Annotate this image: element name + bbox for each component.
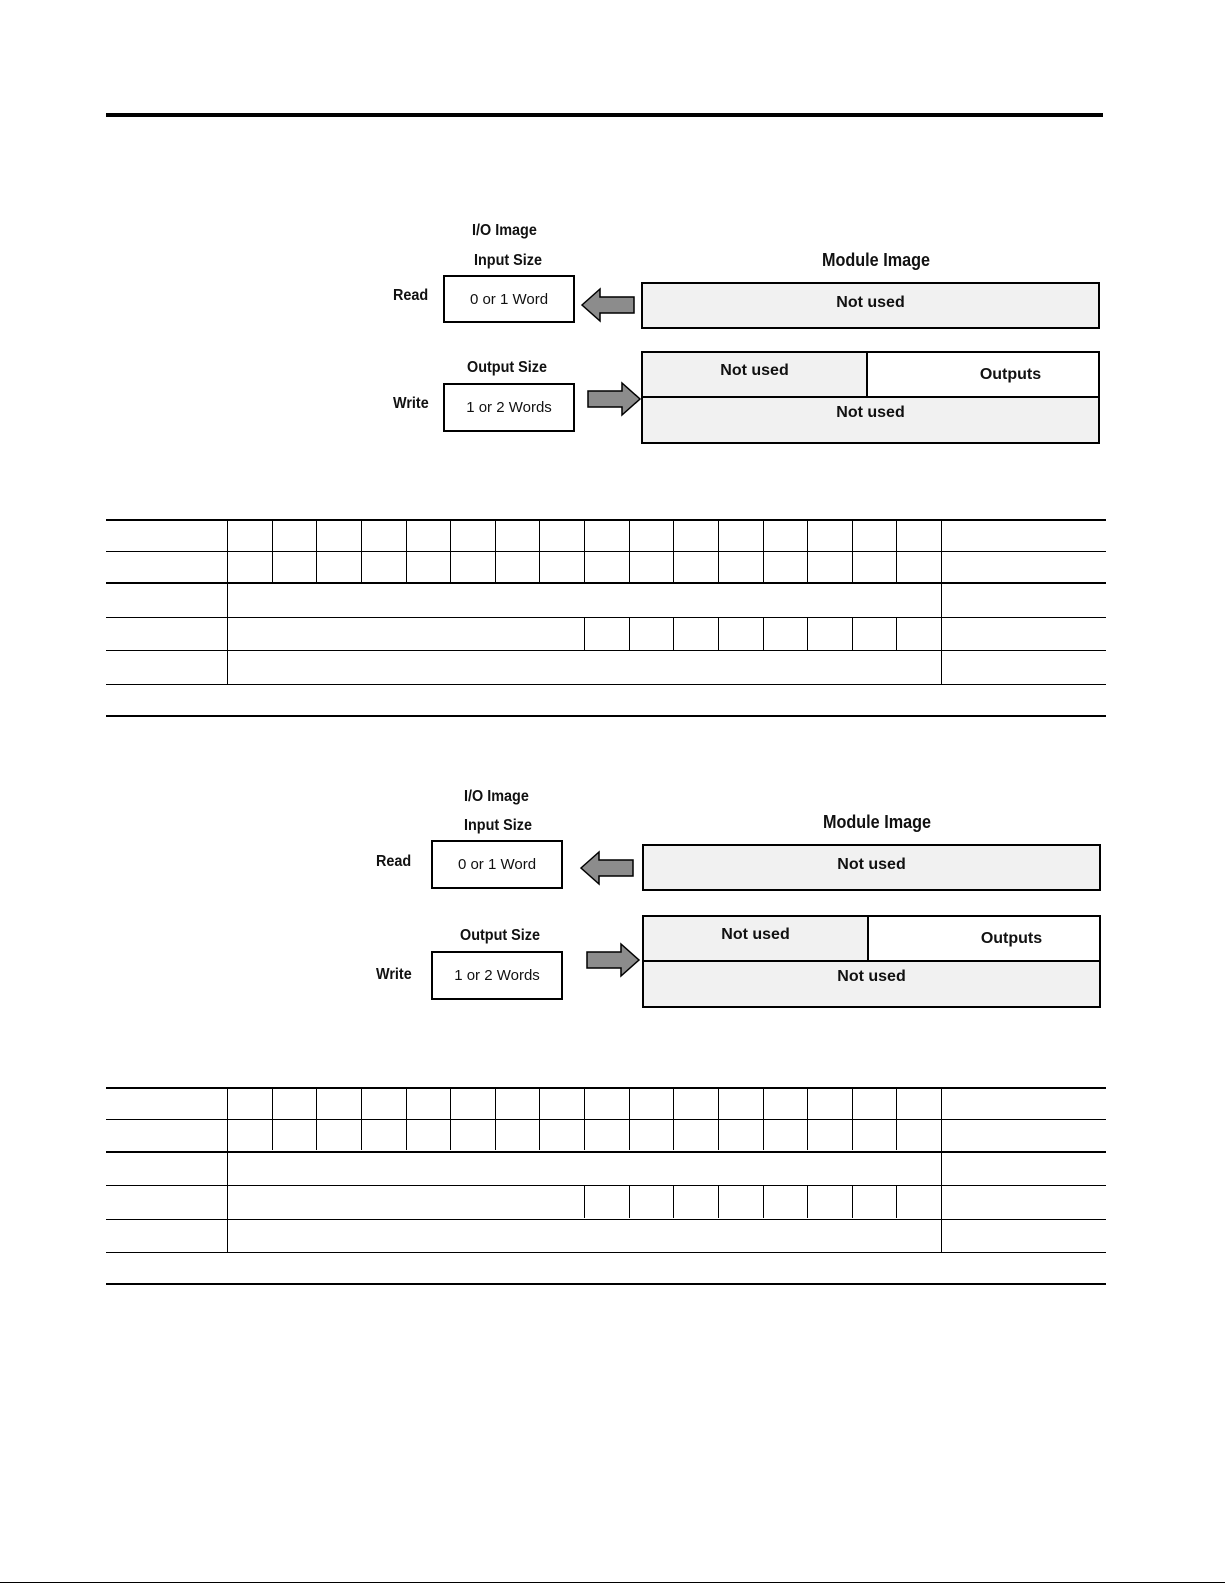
- table-rule: [106, 715, 1106, 717]
- bit-column-divider: [807, 519, 808, 582]
- write-region-not-used-bottom: Not used: [837, 968, 906, 985]
- io-image-diagram-2: [0, 781, 1225, 1021]
- write-label: Write: [376, 966, 412, 983]
- bit-column-divider: [406, 1087, 407, 1150]
- bit-column-divider: [584, 519, 585, 582]
- bit-column-divider: [316, 519, 317, 582]
- bit-column-divider: [807, 1087, 808, 1150]
- write-size-box: 1 or 2 Words: [443, 383, 575, 432]
- table-rule: [106, 582, 1106, 584]
- table-rule: [106, 1185, 1106, 1186]
- output-size-label: Output Size: [467, 359, 548, 376]
- write-label: Write: [393, 395, 429, 412]
- io-image-diagram-1: [0, 215, 1225, 455]
- write-region-not-used-left: Not used: [643, 353, 868, 398]
- table-rule: [106, 1252, 1106, 1253]
- bit-column-divider: [807, 617, 808, 650]
- bit-column-divider: [718, 1185, 719, 1218]
- write-size-box: 1 or 2 Words: [431, 951, 563, 1000]
- bit-column-divider: [629, 617, 630, 650]
- bit-column-divider: [673, 1185, 674, 1218]
- bit-column-divider: [316, 1087, 317, 1150]
- bit-column-divider: [763, 617, 764, 650]
- bit-column-divider: [584, 1087, 585, 1150]
- input-size-label: Input Size: [464, 817, 533, 834]
- table-rule: [106, 551, 1106, 552]
- bit-column-divider: [361, 1087, 362, 1150]
- write-region: [642, 915, 1101, 1008]
- bit-column-divider: [896, 617, 897, 650]
- bit-column-divider: [673, 519, 674, 582]
- io-image-label: I/O Image: [464, 788, 529, 805]
- bit-column-divider: [718, 617, 719, 650]
- arrow-right-icon: [586, 381, 642, 417]
- bit-column-divider: [718, 1087, 719, 1150]
- write-region: [641, 351, 1100, 444]
- header-rule: [106, 113, 1103, 117]
- bit-column-divider: [272, 1087, 273, 1150]
- table-rule: [106, 1151, 1106, 1153]
- table-rule: [106, 650, 1106, 651]
- bit-column-divider: [450, 519, 451, 582]
- table-rule: [106, 519, 1106, 521]
- write-region-not-used-left: Not used: [644, 917, 869, 962]
- input-size-label: Input Size: [474, 252, 543, 269]
- bit-column-divider: [450, 1087, 451, 1150]
- bit-column-divider: [852, 617, 853, 650]
- bit-column-divider: [584, 617, 585, 650]
- bit-column-divider: [852, 1185, 853, 1218]
- bit-column-divider: [852, 1087, 853, 1150]
- bit-column-divider: [807, 1185, 808, 1218]
- bit-column-divider: [629, 1087, 630, 1150]
- bit-column-divider: [361, 519, 362, 582]
- bit-column-divider: [629, 1185, 630, 1218]
- bit-column-divider: [584, 1185, 585, 1218]
- table-col-divider: [227, 519, 228, 684]
- bit-column-divider: [763, 1087, 764, 1150]
- bit-column-divider: [718, 519, 719, 582]
- read-size-box: 0 or 1 Word: [443, 275, 575, 323]
- bit-column-divider: [406, 519, 407, 582]
- bit-column-divider: [539, 519, 540, 582]
- arrow-right-icon: [585, 942, 641, 978]
- output-size-label: Output Size: [460, 927, 541, 944]
- read-region-not-used: Not used: [641, 282, 1100, 329]
- read-size-box: 0 or 1 Word: [431, 840, 563, 889]
- footer-rule: [0, 1582, 1225, 1583]
- read-region-not-used: Not used: [642, 844, 1101, 891]
- table-rule: [106, 1219, 1106, 1220]
- table-col-divider: [941, 1087, 942, 1252]
- table-rule: [106, 1087, 1106, 1089]
- table-rule: [106, 684, 1106, 685]
- bit-column-divider: [495, 519, 496, 582]
- table-rule: [106, 1283, 1106, 1285]
- bit-column-divider: [852, 519, 853, 582]
- table-col-divider: [941, 519, 942, 684]
- module-image-label: Module Image: [823, 812, 932, 832]
- bit-column-divider: [673, 617, 674, 650]
- bit-column-divider: [272, 519, 273, 582]
- arrow-left-icon: [579, 850, 635, 886]
- table-rule: [106, 617, 1106, 618]
- module-image-label: Module Image: [822, 250, 931, 270]
- table-col-divider: [227, 1087, 228, 1252]
- read-label: Read: [393, 287, 429, 304]
- bit-column-divider: [539, 1087, 540, 1150]
- write-region-outputs: Outputs: [869, 917, 1099, 962]
- bit-column-divider: [495, 1087, 496, 1150]
- bit-table-1: [106, 519, 1106, 719]
- write-region-not-used-bottom: Not used: [836, 404, 905, 421]
- bit-column-divider: [763, 1185, 764, 1218]
- arrow-left-icon: [580, 287, 636, 323]
- read-label: Read: [376, 853, 412, 870]
- bit-column-divider: [896, 1087, 897, 1150]
- bit-column-divider: [673, 1087, 674, 1150]
- bit-column-divider: [629, 519, 630, 582]
- bit-column-divider: [896, 1185, 897, 1218]
- io-image-label: I/O Image: [472, 222, 537, 239]
- write-region-outputs: Outputs: [868, 353, 1098, 398]
- bit-column-divider: [896, 519, 897, 582]
- bit-table-2: [106, 1087, 1106, 1287]
- table-rule: [106, 1119, 1106, 1120]
- bit-column-divider: [763, 519, 764, 582]
